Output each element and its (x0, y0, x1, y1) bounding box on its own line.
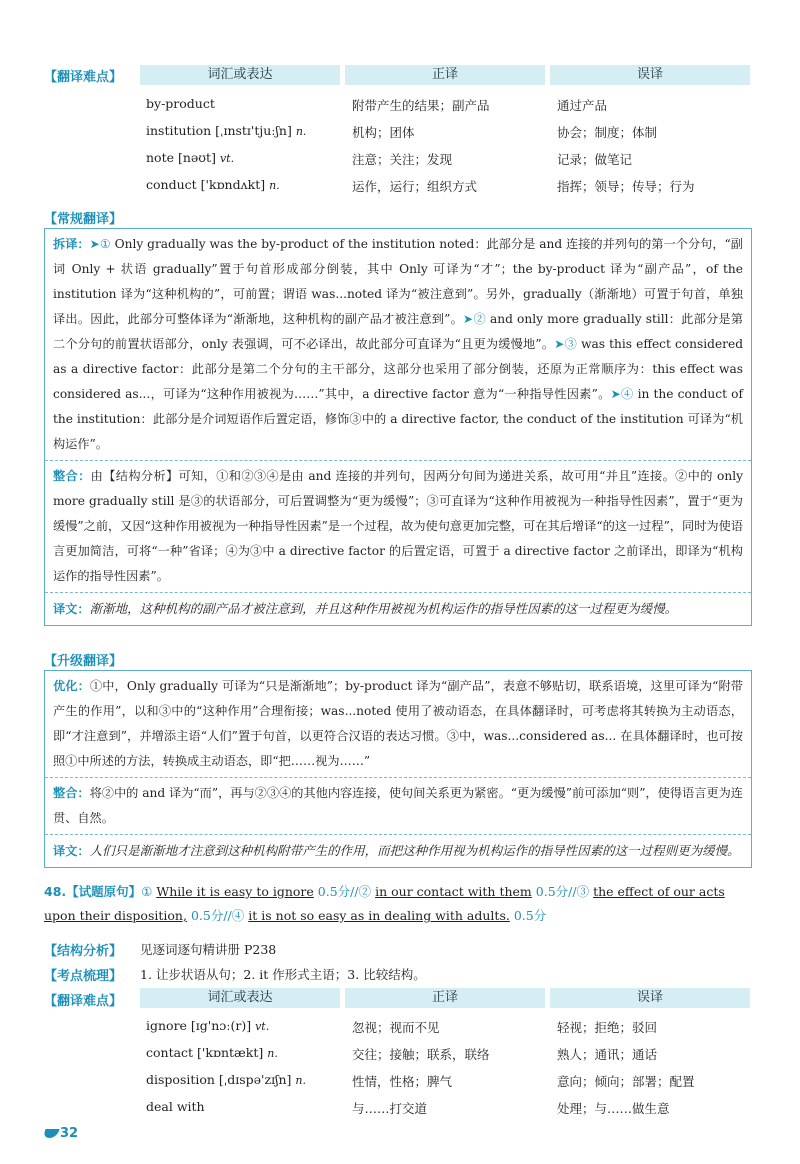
table1-wrong: 记录；做笔记 (557, 152, 633, 167)
separator: // (223, 908, 232, 923)
table1-wrong: 通过产品 (557, 98, 608, 113)
integrate-text: 由【结构分析】可知，①和②③④是由 and 连接的并列句，因两分句间为递进关系，故可用“并且”连接。②中的 only more gradually still 是③的状语部分，可后置调整为“更为缓慢”；③可直译为“这种作用被视为一种指导性因素”，置于“更为缓慢”之前，又因“这种作用被视为一种指导性因素”是一个过程，故为使句意更加完整，可在其后增译“的这一过程”，同时为使语言更加简洁，可将“一种”省译；④为③中 a directive factor 的后置定语，可置于 a directive factor 之前译出，即译为“机构运作的指导性因素”。 (53, 469, 743, 583)
table1-term: conduct ['kɒndʌkt] n. (146, 177, 280, 192)
table2-term: contact ['kɒntækt] n. (146, 1045, 278, 1060)
translation-section (45, 835, 751, 867)
table1-correct: 机构；团体 (352, 125, 415, 140)
table2-correct: 忽视；视而不见 (352, 1020, 440, 1035)
table1-correct: 附带产生的结果；副产品 (352, 98, 490, 113)
split-text: in the conduct of the institution：此部分是介词短语作后置定语，修饰③中的 a directive factor, the conduct of the institution 可译为“机构运作”。 (53, 387, 743, 451)
circled-number: ① (141, 884, 153, 899)
table2-term: disposition [ˌdɪspə'zɪʃn] n. (146, 1072, 306, 1087)
split-text: Only gradually was the by-product of the institution noted：此部分是 and 连接的并列句的第一个分句，“副词 Only + 状语 gradually”置于句首形成部分倒装，其中 Only 可译为“才”；the by-product 译为“副产品”，of the institution 译为“这种机构的”，可前置；谓语 was...noted 译为“被注意到”。另外，gradually（渐渐地）可置于句首，单独译出。因此，此部分可整体译为“渐渐地，这种机构的副产品才被注意到”。 (53, 237, 743, 326)
separator: // (350, 884, 359, 899)
separator: // (568, 884, 577, 899)
table1-header-term: 词汇或表达 (140, 65, 340, 85)
table1-correct: 运作，运行；组织方式 (352, 179, 478, 194)
circled-number: ② (358, 884, 372, 899)
table2-header-correct: 正译 (345, 988, 545, 1008)
table2-header-wrong: 误译 (550, 988, 750, 1008)
circled-number: ② (473, 312, 486, 326)
score: 0.5分 (190, 908, 224, 923)
table2-term: deal with (146, 1099, 205, 1114)
optimize-text: ①中，Only gradually 可译为“只是渐渐地”；by-product 译为“副产品”，表意不够贴切，联系语境，这里可译为“附带产生的作用”，以和③中的“这种作用”合理衔接；was...noted 使用了被动语态，在具体翻译时，可考虑将其转换为主动语态，即“才注意到”，并增添主语“人们”置于句首，以更符合汉语的表达习惯。③中，was...considered as... 在具体翻译时，也可按照①中所述的方法，转换成主动语态，即“把……视为……” (53, 679, 743, 768)
optimize-label: 优化： (53, 679, 90, 693)
regular-translation-box (44, 228, 752, 626)
split-label: 拆译： (53, 237, 90, 251)
arrow-icon: ➤ (89, 237, 100, 251)
translation-label: 译文： (53, 602, 90, 616)
sentence-part: in our contact with them (375, 884, 532, 899)
question-48-original (44, 880, 754, 928)
score: 0.5分 (513, 908, 547, 923)
translation-text: 渐渐地，这种机构的副产品才被注意到，并且这种作用被视为机构运作的指导性因素的这一过程更为缓慢。 (89, 601, 678, 616)
table2-wrong: 轻视；拒绝；驳回 (557, 1020, 658, 1035)
score: 0.5分 (317, 884, 351, 899)
table2-correct: 交往；接触；联系，联络 (352, 1047, 490, 1062)
split-text: and only more gradually still：此部分是第二个分句的前置状语部分，only 表强调，可不必译出，故此部分可直译为“且更为缓慢地”。 (53, 312, 744, 351)
table1-header-wrong: 误译 (550, 65, 750, 85)
circled-number: ④ (231, 908, 245, 923)
table1-term: note [nəʊt] vt. (146, 150, 235, 165)
translation-text: 人们只是渐渐地才注意到这种机构附带产生的作用，而把这种作用视为机构运作的指导性因素的这一过程则更为缓慢。 (89, 843, 740, 858)
table2-wrong: 意向；倾向；部署；配置 (557, 1074, 695, 1089)
upgrade-translation-box (44, 670, 752, 868)
sentence-part: the effect of our acts upon their disposition, (44, 884, 725, 923)
table2-wrong: 熟人；通讯；通话 (557, 1047, 658, 1062)
integrate-text: 将②中的 and 译为“而”，再与②③④的其他内容连接，使句间关系更为紧密。“更为缓慢”前可添加“则”，使得语言更为连贯、自然。 (53, 786, 743, 825)
sentence-part: While it is easy to ignore (156, 884, 314, 899)
tag-translation-difficulty: 【翻译难点】 (44, 70, 123, 85)
optimize-section (45, 671, 751, 778)
tag-key-points: 【考点梳理】 (44, 969, 123, 984)
table2-correct: 与……打交道 (352, 1101, 428, 1116)
page-number (44, 1126, 78, 1141)
table1-term: institution [ˌɪnstɪ'tjuːʃn] n. (146, 123, 307, 138)
tag-structure-analysis: 【结构分析】 (44, 944, 123, 959)
structure-text: 见逐词逐句精讲册 P238 (140, 942, 277, 957)
key-points-text: 1. 让步状语从句；2. it 作形式主语；3. 比较结构。 (140, 967, 426, 982)
integrate-label: 整合： (53, 469, 91, 483)
table2-wrong: 处理；与……做生意 (557, 1101, 670, 1116)
table2-header-term: 词汇或表达 (140, 988, 340, 1008)
question-number: 48. (44, 884, 67, 899)
arrow-icon: ➤ (610, 387, 621, 401)
circled-number: ④ (620, 387, 634, 401)
page-number-text: 32 (60, 1126, 79, 1141)
sentence-part: it is not so easy as in dealing with adults. (248, 908, 510, 923)
circled-number: ① (99, 237, 111, 251)
circled-number: ③ (564, 337, 578, 351)
table1-term: by-product (146, 96, 215, 111)
translation-label: 译文： (53, 844, 90, 858)
table1-wrong: 协会；制度；体制 (557, 125, 658, 140)
arrow-icon: ➤ (463, 312, 474, 326)
tag-upgrade-translation: 【升级翻译】 (44, 654, 123, 669)
tag-translation-difficulty: 【翻译难点】 (44, 994, 123, 1009)
table2-term: ignore [ɪg'nɔː(r)] vt. (146, 1018, 270, 1033)
integrate-section (45, 778, 751, 835)
tag-original-sentence: 【试题原句】 (66, 884, 142, 899)
arrow-icon: ➤ (554, 337, 565, 351)
tag-regular-translation: 【常规翻译】 (44, 212, 123, 227)
split-translation (45, 229, 751, 461)
integrate-label: 整合： (53, 786, 90, 800)
table2-correct: 性情，性格；脾气 (352, 1074, 453, 1089)
table1-correct: 注意；关注；发现 (352, 152, 453, 167)
table1-wrong: 指挥；领导；传导；行为 (557, 179, 695, 194)
translation-section (45, 593, 751, 625)
integrate-section (45, 461, 751, 593)
page-icon (42, 1129, 59, 1138)
circled-number: ③ (576, 884, 590, 899)
table1-header-correct: 正译 (345, 65, 545, 85)
split-text: was this effect considered as a directive factor：此部分是第二个分句的主干部分，这部分也采用了部分倒装，还原为正常顺序为：this effect was considered as...，可译为“这种作用被视为……”其中，a directive factor 意为“一种指导性因素”。 (53, 337, 744, 401)
score: 0.5分 (535, 884, 569, 899)
